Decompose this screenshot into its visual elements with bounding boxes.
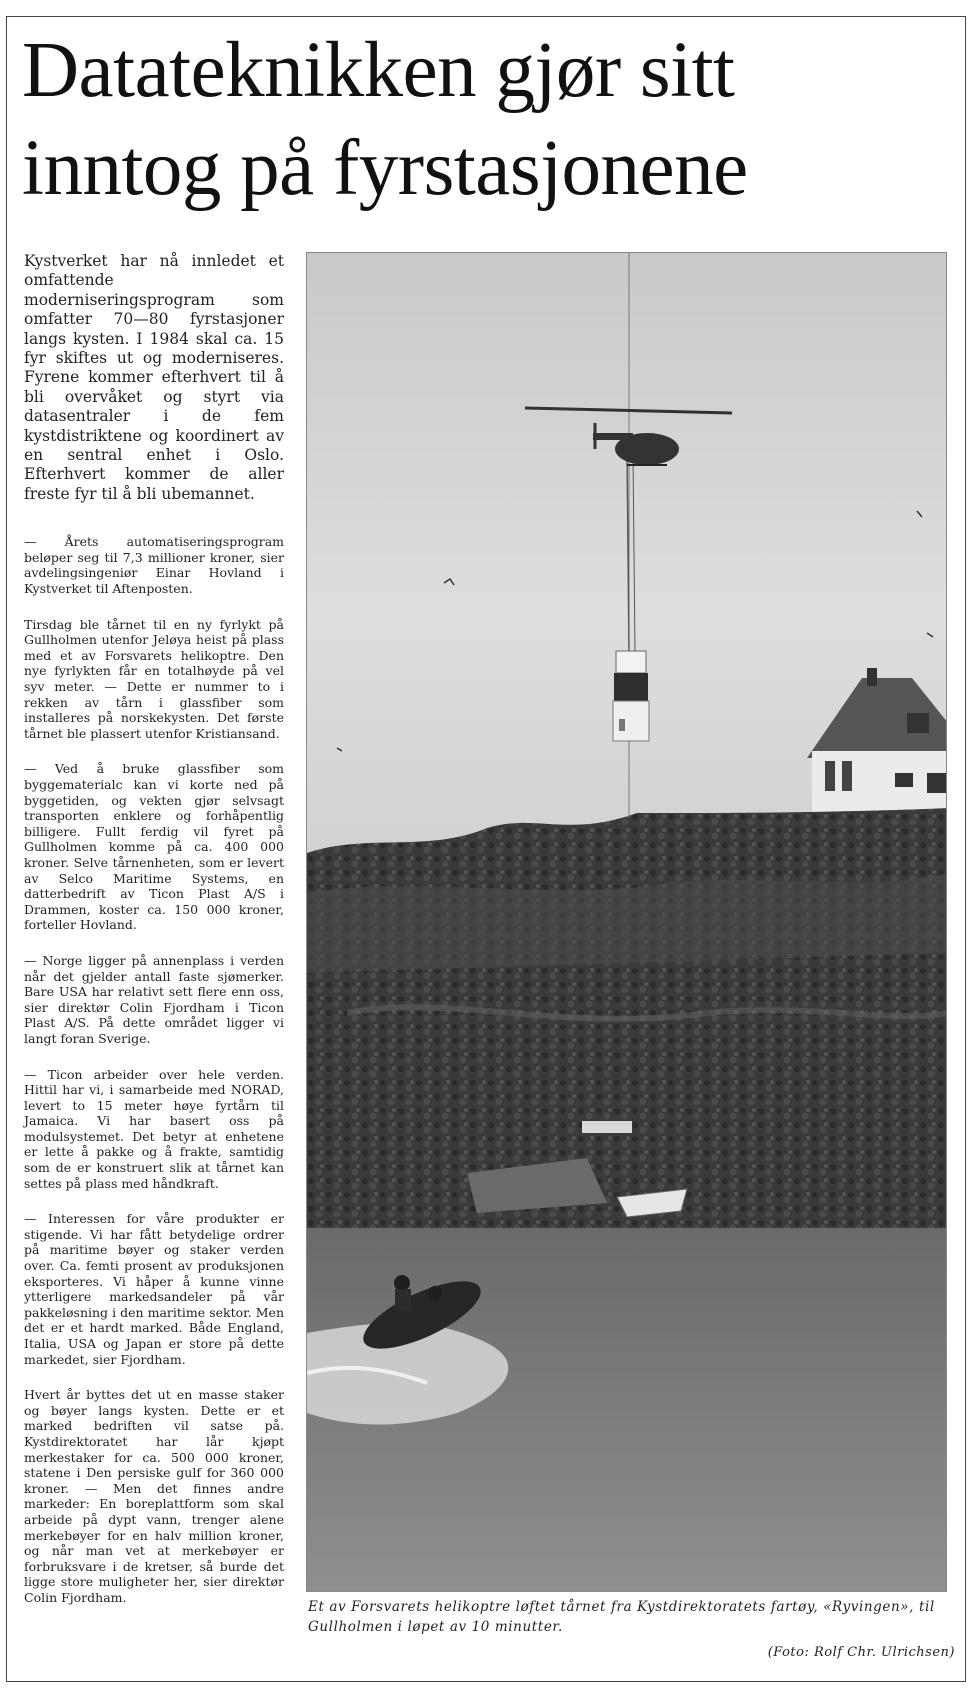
body-paragraph: — Ved å bruke glassfiber som byggematerialc kan vi korte ned på byggetiden, og vekten gjør selvsagt transporten enklere og forhåpentlig billigere. Fullt ferdig vil fyret på Gullholmen komme på ca. 400 000 kroner. Selve tårnenheten, som er levert av Selco Maritime Systems, en datterbedrift av Ticon Plast A/S i Drammen, koster ca. 150 000 kroner, forteller Hovland.: [24, 761, 284, 933]
body-paragraph: Tirsdag ble tårnet til en ny fyrlykt på Gullholmen utenfor Jeløya heist på plass med et av Forsvarets helikoptre. Den nye fyrlykten får en totalhøyde på vel syv meter. — Dette er nummer to i rekken av tårn i glassfiber som installeres på norskekysten. Det første tårnet ble plassert utenfor Kristiansand.: [24, 616, 284, 741]
lighthouse-tower-graphic: [613, 651, 649, 741]
body-paragraph: — Årets automatiseringsprogram beløper seg til 7,3 millioner kroner, sier avdelingsingeniør Einar Hovland i Kystverket til Aftenposten.: [24, 534, 284, 597]
body-paragraph: Hvert år byttes det ut en masse staker og bøyer langs kysten. Dette er et marked bedriften vil satse på. Kystdirektoratet har lår kjøpt merkestaker for ca. 500 000 kroner, statene i Den persiske gulf for 360 000 kroner. — Men det finnes andre markeder: En boreplattform som skal arbeide på dypt vann, trenger alene merkebøyer for en halv million kroner, og når man vet at merkebøyer er forbruksvare i de kretser, så burde det ligge store muligheter her, sier direktør Colin Fjordham.: [24, 1387, 284, 1605]
photo-caption: Et av Forsvarets helikoptre løftet tårnet fra Kystdirektoratets fartøy, «Ryvingen», til Gullholmen i løpet av 10 minutter.: [308, 1599, 935, 1635]
lede-paragraph: Kystverket har nå innledet et omfattende moderniseringsprogram som omfatter 70—80 fyrstasjoner langs kysten. I 1984 skal ca. 15 fyr skiftes ut og moderniseres. Fyrene kommer efterhvert til å bli overvåket og styrt via datasentraler i de fem kystdistriktene og koordinert av en sentral enhet i Oslo. Efterhvert kommer de aller freste fyr til å bli ubemannet.: [24, 252, 284, 503]
text-column: [24, 252, 284, 1672]
headline: Datateknikken gjør sitt inntog på fyrstasjonene: [22, 27, 748, 212]
news-photo: [306, 252, 947, 1592]
body-paragraph: — Interessen for våre produkter er stigende. Vi har fått betydelige ordrer på maritime bøyer og staker verden over. Ca. femti prosent av produksjonen eksporteres. Vi håper å kunne vinne ytterligere markedsandeler på vår pakkeløsning i den maritime sektor. Men det er et hardt marked. Både England, Italia, USA og Japan er store på dette markedet, sier Fjordham.: [24, 1211, 284, 1367]
body-paragraph: — Ticon arbeider over hele verden. Hittil har vi, i samarbeide med NORAD, levert to 15 meter høye fyrtårn til Jamaica. Vi har basert oss på modulsystemet. Det betyr at enhetene er lette å pakke og å frakte, samtidig som de er konstruert slik at tårnet kan settes på plass med håndkraft.: [24, 1066, 284, 1191]
body-paragraph: — Norge ligger på annenplass i verden når det gjelder antall faste sjømerker. Bare USA har relativt sett flere enn oss, sier direktør Colin Fjordham i Ticon Plast A/S. På dette området ligger vi langt foran Sverige.: [24, 952, 284, 1046]
photo-credit: (Foto: Rolf Chr. Ulrichsen): [767, 1645, 955, 1660]
